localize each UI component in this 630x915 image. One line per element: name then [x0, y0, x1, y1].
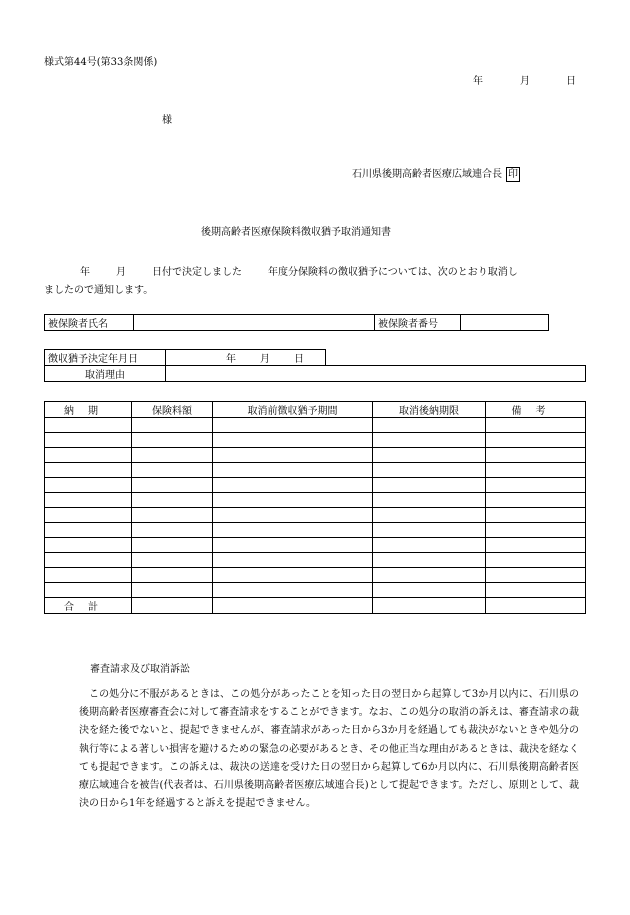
header-deferral-period: 取消前徴収猶予期間 — [213, 402, 373, 418]
table-row — [45, 433, 586, 448]
decision-day: 日 — [294, 354, 304, 365]
table-row — [45, 568, 586, 583]
intro-date-suffix: 日付で決定しました — [152, 267, 242, 278]
decision-date-table — [44, 349, 326, 366]
table-row — [45, 538, 586, 553]
seal-mark: 印 — [508, 169, 518, 180]
table-row — [45, 478, 586, 493]
intro-line1 — [80, 263, 518, 278]
header-remarks: 備考 — [486, 402, 586, 418]
header-premium-amount: 保険料額 — [132, 402, 213, 418]
total-row — [45, 598, 586, 614]
intro-month: 月 — [116, 267, 126, 278]
addressee-suffix: 様 — [162, 115, 172, 126]
insured-number-value — [461, 315, 549, 331]
reason-label: 取消理由 — [45, 366, 166, 382]
sender — [352, 165, 520, 182]
appeal-body: この処分に不服があるときは、この処分があったことを知った日の翌日から起算して3か月以内に、石川県の後期高齢者医療審査会に対して審査請求をすることができます。なお、この処分の取消の訴えは、審査請求の裁決を経た後でないと、提起できませんが、審査請求があった日から3か月を経過しても裁決がないときや処分の執行等による著しい損害を避けるための緊急の必要があるとき、その他正当な理由があるときは、裁決を経なくても提起できます。この訴えは、裁決の送達を受けた日の翌日から起算して6か月以内に、石川県後期高齢者医療広域連合を被告(代表者は、石川県後期高齢者医療広域連合長)として提起できます。ただし、原則として、裁決の日から1年を経過すると訴えを提起できません。 — [79, 689, 579, 810]
decision-date-label: 徴収猶予決定年月日 — [45, 350, 166, 366]
table-row — [45, 418, 586, 433]
insured-name-value — [134, 315, 375, 331]
total-label: 合計 — [45, 598, 132, 614]
insured-name-label: 被保険者氏名 — [45, 315, 134, 331]
intro-line2: ましたので通知します。 — [44, 285, 154, 296]
table-row — [45, 523, 586, 538]
table-row — [45, 463, 586, 478]
table-row — [45, 448, 586, 463]
decision-month: 月 — [260, 354, 270, 365]
date-month: 月 — [520, 76, 530, 87]
insured-number-label: 被保険者番号 — [375, 315, 461, 331]
table-header-row — [45, 402, 586, 418]
decision-year: 年 — [226, 354, 236, 365]
intro-fiscal-year: 年度分保険料の徴収猶予については、次のとおり取消し — [268, 267, 518, 278]
sender-name: 石川県後期高齢者医療広域連合長 — [352, 169, 502, 180]
document-title: 後期高齢者医療保険料徴収猶予取消通知書 — [201, 227, 391, 238]
date-day: 日 — [566, 76, 576, 87]
header-due-period: 納期 — [45, 402, 132, 418]
decision-date-value — [166, 350, 326, 366]
table-row — [45, 583, 586, 598]
header-new-due-date: 取消後納期限 — [373, 402, 486, 418]
table-row — [45, 508, 586, 523]
intro-year: 年 — [80, 267, 90, 278]
reason-table — [44, 365, 586, 382]
table-row — [45, 493, 586, 508]
date-year: 年 — [473, 76, 483, 87]
table-row — [45, 553, 586, 568]
installment-table — [44, 401, 586, 614]
insured-table — [44, 314, 549, 331]
reason-value — [166, 366, 586, 382]
appeal-heading: 審査請求及び取消訴訟 — [90, 664, 190, 675]
form-label: 様式第44号(第33条関係) — [44, 57, 158, 68]
table-body — [45, 418, 586, 614]
